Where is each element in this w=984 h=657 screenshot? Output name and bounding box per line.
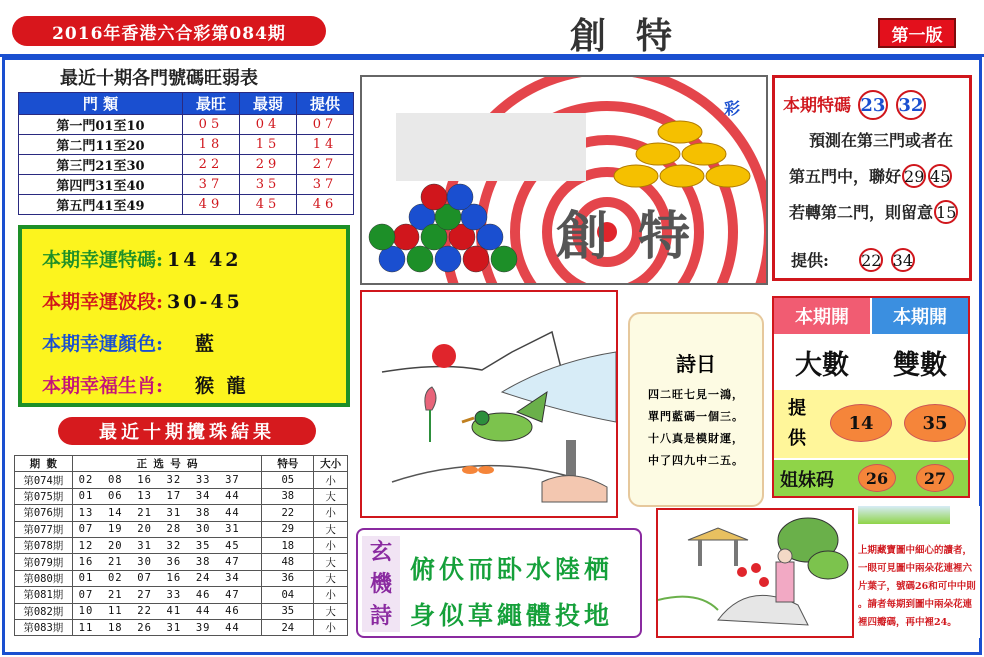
poem-line: 單門藍碼一個三。: [648, 410, 744, 423]
lucky-wave-row: [42, 287, 243, 314]
column-header: 正 选 号 码: [72, 456, 262, 472]
mystic-side-label: 玄機詩: [362, 536, 400, 632]
table-row: [19, 135, 354, 155]
poem-title: 詩日: [676, 352, 716, 376]
special-code-circle: 45: [928, 164, 952, 188]
note-header-image: [858, 506, 950, 524]
table-cell: 01 06 13 17 34 44: [72, 488, 262, 504]
table-cell: 第078期: [15, 537, 73, 553]
table-cell: 大: [314, 488, 348, 504]
issue-banner: 2016年香港六合彩第084期: [12, 16, 326, 46]
table-cell: 18: [262, 537, 314, 553]
sister-code-label: 姐妹码: [780, 470, 834, 491]
lucky-zodiac-value: 猴 龍: [195, 375, 249, 397]
special-code-circle: 34: [891, 248, 915, 272]
table-cell: 第五門41至49: [19, 195, 183, 215]
table-cell: 第二門11至20: [19, 135, 183, 155]
special-code-row: [783, 90, 927, 120]
note-line: 一眼可見圖中兩朵花連裡六: [858, 563, 973, 574]
garden-illustration: [656, 508, 854, 638]
table-cell: 22: [182, 155, 239, 175]
special-code-circle: 29: [902, 164, 926, 188]
table-cell: 第四門31至40: [19, 175, 183, 195]
results-table: [14, 455, 348, 636]
table-cell: 45: [239, 195, 296, 215]
table-cell: 07: [296, 115, 353, 135]
table-cell: 11 18 26 31 39 44: [72, 619, 262, 635]
table-row: [19, 115, 354, 135]
table-row: [19, 155, 354, 175]
table-cell: 24: [262, 619, 314, 635]
table-row: [15, 587, 348, 603]
lucky-special-label: 本期幸運特碼:: [42, 249, 164, 271]
table-cell: 第076期: [15, 505, 73, 521]
column-header: 大小: [314, 456, 348, 472]
table-cell: 第082期: [15, 603, 73, 619]
big-header: 本期開: [774, 298, 870, 334]
table-row: [15, 554, 348, 570]
table-cell: 第074期: [15, 472, 73, 488]
table-cell: 大: [314, 521, 348, 537]
lucky-special-value: 14 42: [167, 249, 242, 271]
sister-code-oval: 26: [858, 464, 896, 492]
table-cell: 第三門21至30: [19, 155, 183, 175]
poem-scroll: [628, 312, 764, 507]
even-header: 本期開: [872, 298, 968, 334]
table-cell: 小: [314, 472, 348, 488]
table-cell: 46: [296, 195, 353, 215]
provide-oval: 14: [830, 404, 892, 442]
column-header: 特号: [262, 456, 314, 472]
table-cell: 38: [262, 488, 314, 504]
table-cell: 05: [262, 472, 314, 488]
strength-table: [18, 92, 354, 215]
even-value: 雙數: [872, 336, 968, 388]
table-cell: 05: [182, 115, 239, 135]
table-cell: 07 21 27 33 46 47: [72, 587, 262, 603]
table-cell: 49: [182, 195, 239, 215]
lucky-zodiac-label: 本期幸福生肖:: [42, 375, 164, 397]
table-row: [15, 488, 348, 504]
column-header: 期 數: [15, 456, 73, 472]
lucky-color-label: 本期幸運顏色:: [42, 333, 164, 355]
table-header-row: [19, 93, 354, 115]
special-text: 若轉第二門，則留意: [789, 203, 934, 222]
provide-oval: 35: [904, 404, 966, 442]
table-cell: 小: [314, 505, 348, 521]
special-code-circle: 22: [859, 248, 883, 272]
table-cell: 大: [314, 603, 348, 619]
bird-illustration: [360, 290, 618, 518]
special-provide-row: [791, 248, 916, 272]
table-cell: 29: [262, 521, 314, 537]
lucky-wave-label: 本期幸運波段:: [42, 291, 164, 313]
poem-line: 中了四九中二五。: [648, 454, 744, 467]
mystic-poem-panel: [356, 528, 642, 638]
provide-label: 提供: [788, 398, 806, 449]
table-cell: 04: [239, 115, 296, 135]
note-line: 上期藏寶圖中細心的讀者，: [858, 545, 973, 556]
lucky-color-value: 藍: [195, 333, 218, 355]
special-text-line2: [789, 164, 953, 188]
special-code-circle: 23: [858, 90, 888, 120]
note-panel: [856, 506, 980, 638]
table-cell: 第079期: [15, 554, 73, 570]
table-cell: 36: [262, 570, 314, 586]
lucky-zodiac-row: [42, 371, 249, 398]
column-header: 最旺: [182, 93, 239, 115]
table-row: [15, 570, 348, 586]
special-code-panel: [772, 75, 972, 281]
note-line: 。請者每期到圖中兩朵花連: [858, 599, 973, 610]
lucky-wave-value: 30-45: [167, 291, 243, 313]
special-code-label: 本期特碼: [783, 96, 851, 116]
table-cell: 16 21 30 36 38 47: [72, 554, 262, 570]
table-cell: 48: [262, 554, 314, 570]
table-cell: 第一門01至10: [19, 115, 183, 135]
banner-caption: 創特: [556, 206, 721, 267]
table-cell: 29: [239, 155, 296, 175]
special-code-circle: 32: [896, 90, 926, 120]
table-cell: 22: [262, 505, 314, 521]
table-cell: 13 14 21 31 38 44: [72, 505, 262, 521]
table-cell: 大: [314, 554, 348, 570]
note-line: 裡四瓣碼，再中裡24。: [858, 617, 957, 628]
mystic-line: 俯伏而卧水陸栖: [410, 555, 614, 584]
page-title: 創特: [570, 15, 703, 57]
table-cell: 15: [239, 135, 296, 155]
table-cell: 小: [314, 619, 348, 635]
table-cell: 35: [239, 175, 296, 195]
table-cell: 第081期: [15, 587, 73, 603]
table-cell: 小: [314, 587, 348, 603]
results-title: 最近十期攪珠結果: [58, 417, 316, 445]
special-text-line3: [789, 200, 959, 224]
table-cell: 18: [182, 135, 239, 155]
table-row: [15, 472, 348, 488]
special-text-line1: 預測在第三門或者在: [809, 131, 954, 150]
lucky-special-row: [42, 245, 242, 272]
special-code-circle: 15: [934, 200, 958, 224]
table-row: [15, 537, 348, 553]
strength-table-title: 最近十期各門號碼旺弱表: [60, 68, 258, 89]
note-line: 片葉子，號碼26和可中中則: [858, 581, 976, 592]
big-value: 大數: [774, 336, 870, 388]
poem-line: 四二旺七見一鴻，: [648, 388, 744, 401]
table-cell: 07 19 20 28 30 31: [72, 521, 262, 537]
table-row: [19, 175, 354, 195]
sister-code-oval: 27: [916, 464, 954, 492]
table-cell: 37: [296, 175, 353, 195]
column-header: 最弱: [239, 93, 296, 115]
mystic-line: 身似草繩體投地: [410, 601, 614, 630]
table-cell: 27: [296, 155, 353, 175]
table-cell: 04: [262, 587, 314, 603]
table-cell: 第075期: [15, 488, 73, 504]
special-provide-label: 提供:: [791, 251, 829, 270]
table-cell: 35: [262, 603, 314, 619]
poem-line: 十八真是模財運，: [648, 432, 744, 445]
special-text: 第五門中，聯好: [789, 167, 902, 186]
table-cell: 02 08 16 32 33 37: [72, 472, 262, 488]
sister-code-row: [774, 460, 968, 496]
garden-scene-drawing: [658, 510, 852, 636]
table-row: [15, 603, 348, 619]
table-cell: 37: [182, 175, 239, 195]
banner-corner-text: 彩: [724, 99, 741, 118]
table-row: [15, 521, 348, 537]
column-header: 提供: [296, 93, 353, 115]
table-cell: 第077期: [15, 521, 73, 537]
table-cell: 14: [296, 135, 353, 155]
table-header-row: [15, 456, 348, 472]
bird-scene-drawing: [362, 292, 616, 516]
table-cell: 01 02 07 16 24 34: [72, 570, 262, 586]
table-row: [15, 505, 348, 521]
table-cell: 第083期: [15, 619, 73, 635]
lucky-color-row: [42, 329, 217, 356]
blurred-region: [396, 113, 586, 181]
table-cell: 小: [314, 537, 348, 553]
table-cell: 12 20 31 32 35 45: [72, 537, 262, 553]
provide-row: [774, 390, 968, 458]
table-cell: 10 11 22 41 44 46: [72, 603, 262, 619]
lucky-panel: [18, 225, 350, 407]
table-cell: 第080期: [15, 570, 73, 586]
edition-badge: 第一版: [878, 18, 956, 48]
table-cell: 大: [314, 570, 348, 586]
table-row: [15, 619, 348, 635]
table-row: [19, 195, 354, 215]
column-header: 門 類: [19, 93, 183, 115]
